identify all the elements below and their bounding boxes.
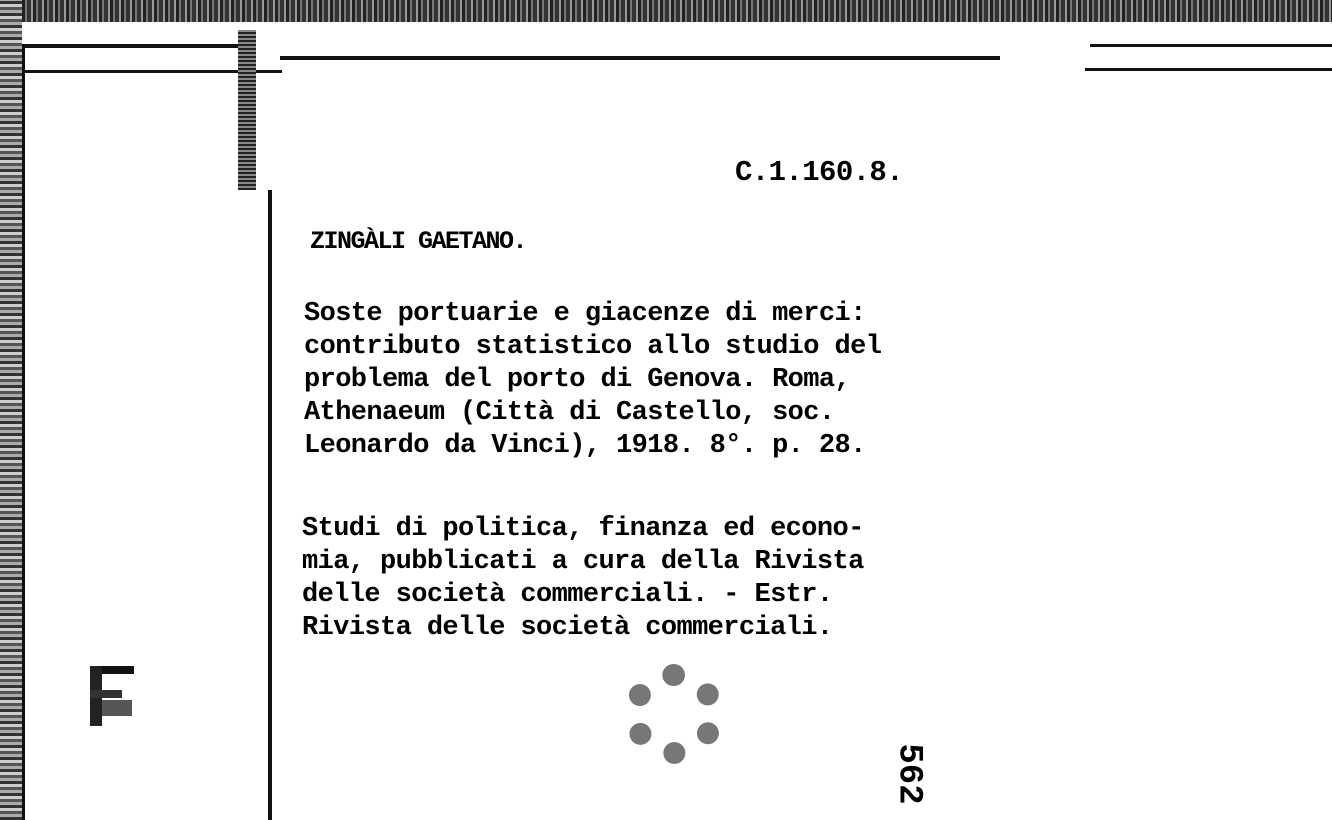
card-border-left bbox=[22, 44, 25, 820]
text-line: Leonardo da Vinci), 1918. 8°. p. 28. bbox=[304, 431, 866, 461]
text-line: Studi di politica, finanza ed econo- bbox=[302, 514, 864, 544]
series-note bbox=[302, 513, 864, 645]
card-border-top bbox=[22, 44, 252, 48]
title-description bbox=[304, 298, 881, 463]
text-line: problema del porto di Genova. Roma, bbox=[304, 365, 851, 395]
card-border-top bbox=[1085, 68, 1332, 71]
scan-edge-top bbox=[0, 0, 1332, 22]
text-line: delle società commerciali. - Estr. bbox=[302, 580, 833, 610]
text-line: contributo statistico allo studio del bbox=[304, 332, 882, 362]
punch-hole bbox=[624, 664, 724, 764]
card-border-top bbox=[280, 56, 1000, 60]
text-line: Athenaeum (Città di Castello, soc. bbox=[304, 398, 835, 428]
call-number: C.1.160.8. bbox=[735, 156, 904, 189]
text-line: Rivista delle società commerciali. bbox=[302, 613, 833, 643]
scan-edge-left bbox=[0, 0, 22, 820]
card-border-left bbox=[268, 190, 272, 820]
margin-mark-f-icon bbox=[88, 664, 136, 728]
card-border-top bbox=[1090, 44, 1332, 47]
author-heading: ZINGÀLI GAETANO. bbox=[310, 227, 527, 256]
card-tab bbox=[238, 30, 256, 190]
stamp-number: 562 bbox=[889, 743, 928, 805]
text-line: Soste portuarie e giacenze di merci: bbox=[304, 299, 866, 329]
text-line: mia, pubblicati a cura della Rivista bbox=[302, 547, 864, 577]
